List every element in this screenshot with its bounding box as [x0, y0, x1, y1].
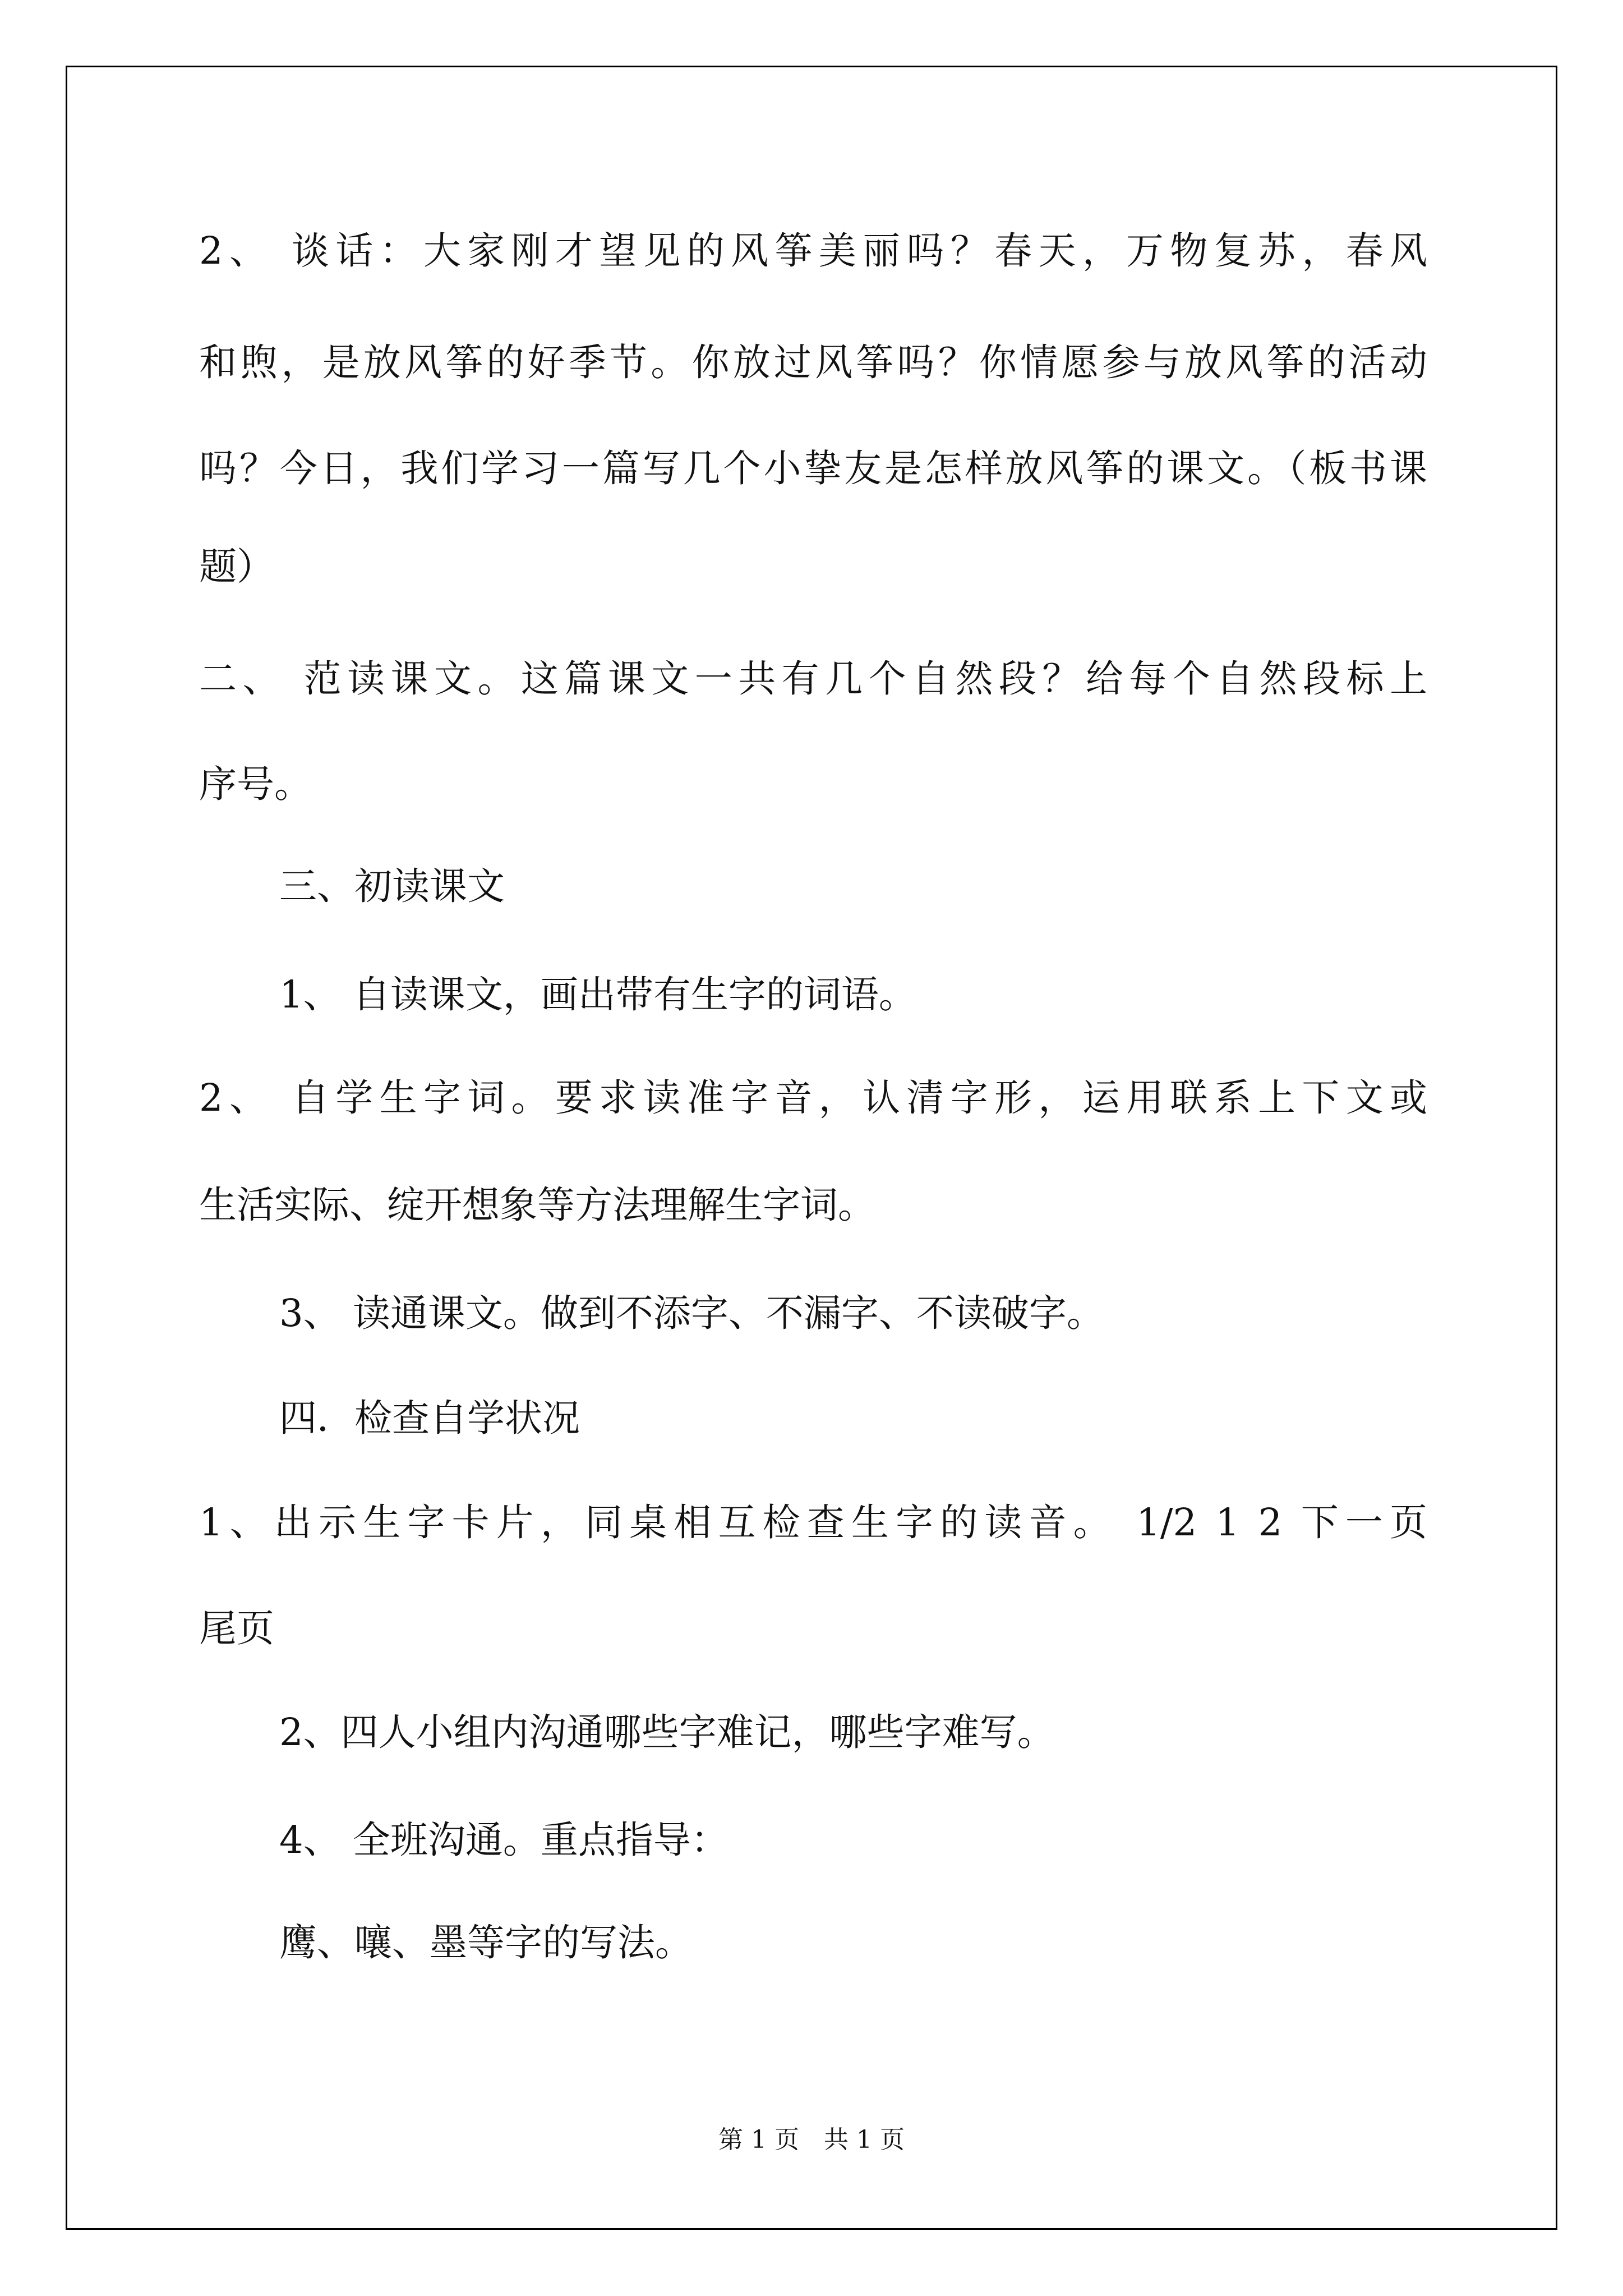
paragraph-6: 3、 读通课文。做到不添字、不漏字、不读破字。 — [279, 1291, 1104, 1335]
paragraph-11: 鹰、嚷、墨等字的写法。 — [279, 1921, 693, 1964]
paragraph-8-line-2: 尾页 — [199, 1607, 274, 1650]
paragraph-10: 4、 全班沟通。重点指导： — [279, 1818, 728, 1862]
page-border — [66, 66, 1557, 2230]
paragraph-5-line-1: 2、 自学生字词。要求读准字音，认清字形，运用联系上下文或 — [199, 1076, 1427, 1120]
paragraph-2-line-1: 二、 范读课文。这篇课文一共有几个自然段？给每个自然段标上 — [199, 657, 1427, 701]
paragraph-4: 1、 自读课文，画出带有生字的词语。 — [279, 973, 916, 1016]
paragraph-8-line-1: 1、出示生字卡片，同桌相互检查生字的读音。 1/2 1 2 下一页 — [199, 1501, 1427, 1544]
paragraph-1-line-1: 2、 谈话：大家刚才望见的风筝美丽吗？春天，万物复苏，春风 — [199, 229, 1427, 273]
paragraph-5-line-2: 生活实际、绽开想象等方法理解生字词。 — [199, 1183, 875, 1227]
paragraph-1-line-4: 题） — [199, 545, 274, 588]
section-heading-4: 四．检查自学状况 — [279, 1396, 580, 1440]
paragraph-1-line-3: 吗？今日，我们学习一篇写几个小挚友是怎样放风筝的课文。（板书课 — [199, 447, 1427, 490]
paragraph-9: 2、四人小组内沟通哪些字难记，哪些字难写。 — [279, 1710, 1055, 1754]
section-heading-3: 三、初读课文 — [279, 864, 505, 908]
page-footer: 第 1 页 共 1 页 — [718, 2125, 905, 2154]
paragraph-2-line-2: 序号。 — [199, 762, 312, 806]
paragraph-1-line-2: 和煦，是放风筝的好季节。你放过风筝吗？你情愿参与放风筝的活动 — [199, 341, 1427, 384]
